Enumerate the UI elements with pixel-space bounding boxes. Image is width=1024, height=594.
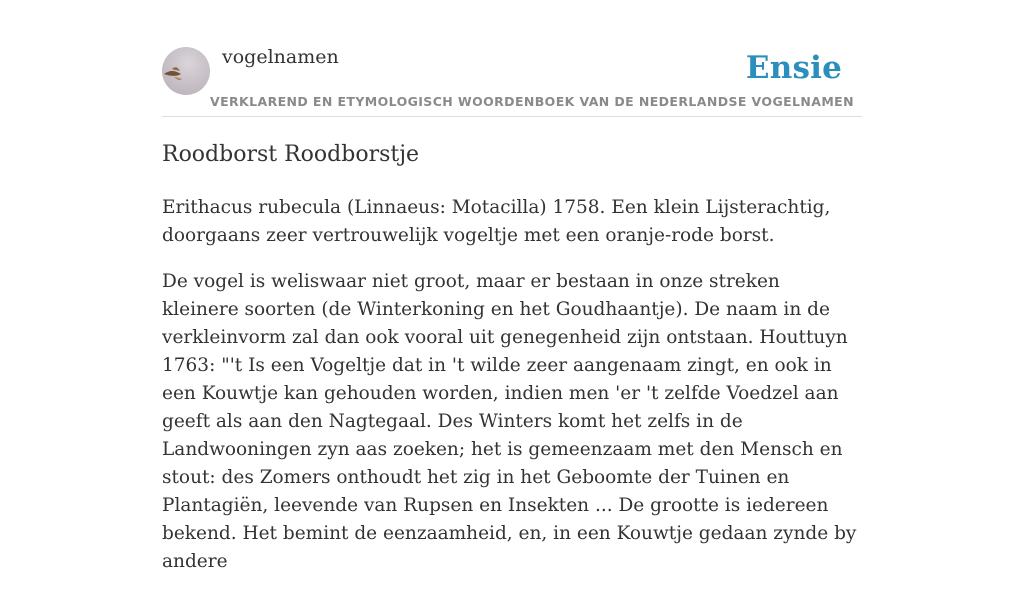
- ensie-logo[interactable]: Ensie: [745, 50, 842, 86]
- dictionary-subtitle: VERKLAREND EN ETYMOLOGISCH WOORDENBOEK VAN DE NEDERLANDSE VOGELNAMEN: [210, 94, 854, 109]
- entry-paragraph: De vogel is weliswaar niet groot, maar er bestaan in onze streken kleinere soorten (de Winterkoning en het Goudhaantje). De naam in de verkleinvorm zal dan ook vooral uit genegenheid zijn ontstaan. Houttuyn 1763: "'t Is een Vogeltje dat in 't wilde zeer aangenaam zingt, en ook in een Kouwtje kan gehouden worden, indien men 'er 't zelfde Voedzel aan geeft als aan den Nagtegaal. Des Winters komt het zelfs in de Landwooningen zyn aas zoeken; het is gemeenzaam met den Mensch en stout: des Zomers onthoudt het zig in het Geboomte der Tuinen en Plantagiën, leevende van Rupsen en Insekten ... De grootte is iedereen bekend. Het bemint de eenzaamheid, en, in een Kouwtje gedaan zynde by andere: [162, 271, 857, 572]
- entry-title: Roodborst Roodborstje: [162, 142, 420, 167]
- bird-photo-icon[interactable]: [162, 47, 210, 95]
- entry-paragraph: Erithacus rubecula (Linnaeus: Motacilla) 1758. Een klein Lijsterachtig, doorgaans zeer vertrouwelijk vogeltje met een oranje-rode borst.: [162, 197, 831, 246]
- dictionary-name[interactable]: vogelnamen: [222, 46, 339, 68]
- entry-content: [162, 140, 862, 594]
- site-header: [162, 40, 862, 117]
